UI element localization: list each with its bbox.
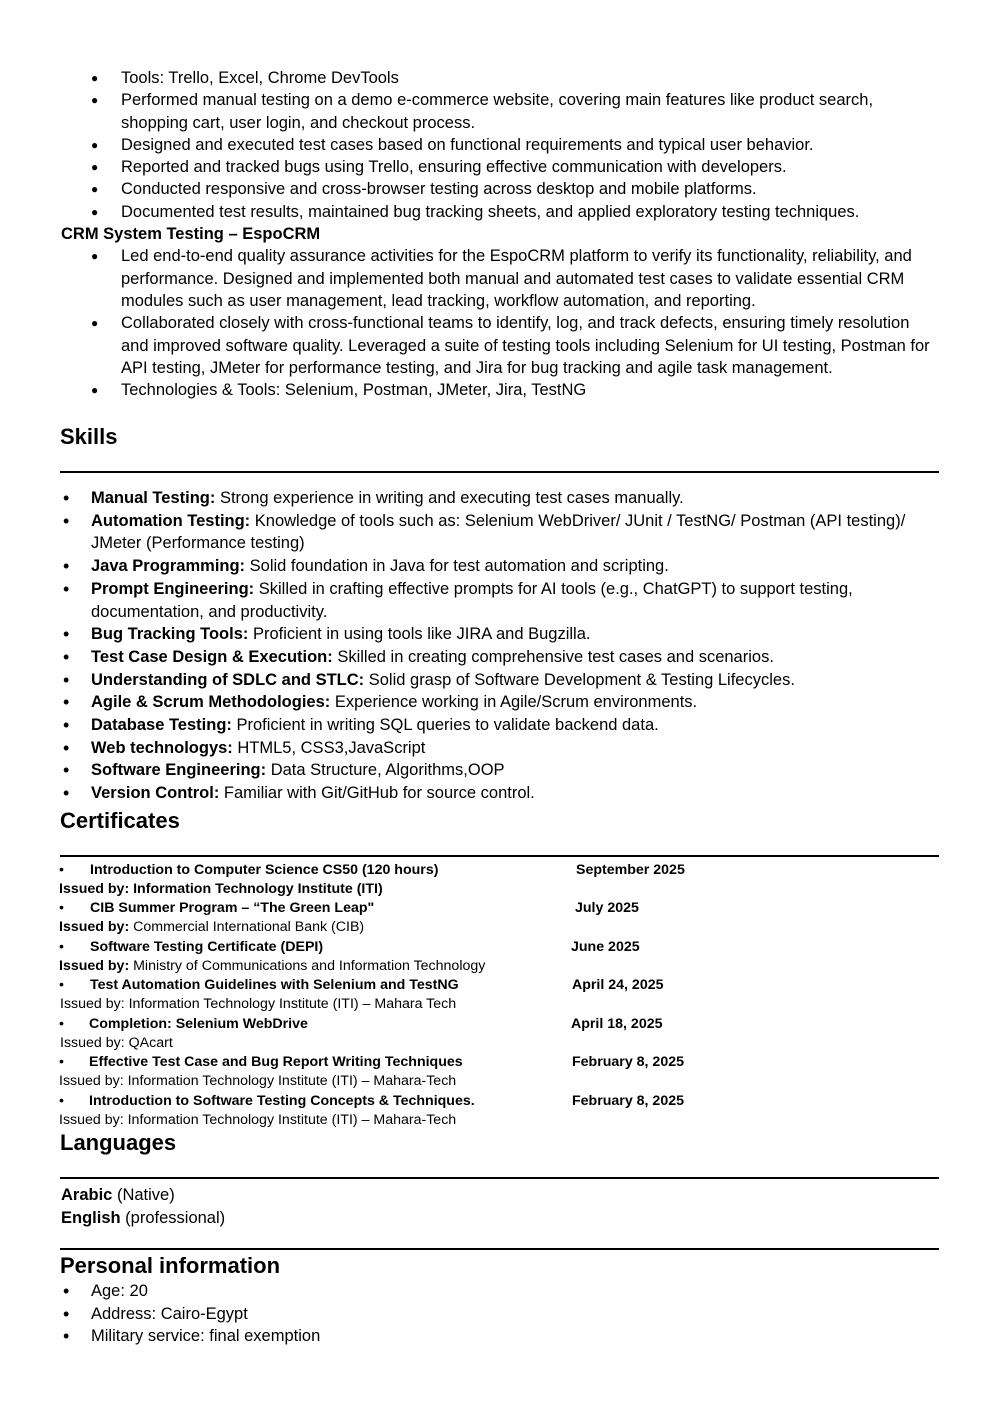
certificates-heading: Certificates xyxy=(60,808,180,833)
project-bullet: ● Designed and executed test cases based on functional requirements and typical user behavior. xyxy=(121,134,941,156)
bullet-icon: • xyxy=(59,900,64,916)
issuer-name: Commercial International Bank (CIB) xyxy=(129,919,365,935)
skill-text: Skilled in creating comprehensive test cases and scenarios. xyxy=(332,647,774,666)
skill-label: Automation Testing: xyxy=(91,511,251,530)
bullet-icon: • xyxy=(59,1054,64,1070)
section-divider xyxy=(60,855,939,857)
issuer-name: Information Technology Institute (ITI) xyxy=(129,881,383,897)
certificate-date: April 18, 2025 xyxy=(571,1016,663,1032)
skill-item xyxy=(91,487,936,510)
skill-item xyxy=(91,691,936,714)
skill-text: Knowledge of tools such as: Selenium WebDriver/ JUnit / TestNG/ Postman (API testing)/ JMeter (Performance testing) xyxy=(91,511,906,553)
language-name: English xyxy=(61,1209,121,1227)
skill-label: Test Case Design & Execution: xyxy=(91,647,333,666)
skill-item xyxy=(91,737,936,760)
certificate-name: CIB Summer Program – “The Green Leap" xyxy=(90,900,375,916)
skills-list xyxy=(91,487,936,805)
project-bullet: ● Performed manual testing on a demo e-commerce website, covering main features like product search, shopping cart, user login, and checkout process. xyxy=(121,89,941,134)
section-divider xyxy=(60,471,939,473)
project-bullet: ● Collaborated closely with cross-functional teams to identify, log, and track defects, ensuring timely resolution and improved software quality. Leveraged a suite of testing tools including Selenium for UI testing, Postman for API testing, JMeter for performance testing, and Jira for bug tracking and agile task management. xyxy=(121,312,941,379)
crm-project-title: CRM System Testing – EspoCRM xyxy=(61,225,321,244)
certificate-date: June 2025 xyxy=(571,939,640,955)
certificate-issuer: Issued by: Information Technology Institute (ITI) – Mahara-Tech xyxy=(59,1112,457,1128)
certificate-date: April 24, 2025 xyxy=(572,977,664,993)
skill-item xyxy=(91,782,936,805)
skill-text: Solid foundation in Java for test automation and scripting. xyxy=(245,557,669,576)
certificate-issuer xyxy=(59,880,383,899)
certificate-issuer: Issued by: QAcart xyxy=(60,1035,173,1051)
personal-info-item: • Age: 20 xyxy=(91,1280,691,1303)
bullet-icon: • xyxy=(59,977,64,993)
skill-label: Version Control: xyxy=(91,784,220,803)
certificate-issuer: Issued by: Information Technology Institute (ITI) – Mahara-Tech xyxy=(59,1073,457,1089)
skill-text: Strong experience in writing and executing test cases manually. xyxy=(215,489,684,507)
skill-label: Database Testing: xyxy=(91,716,232,735)
skill-text: Proficient in using tools like JIRA and Bugzilla. xyxy=(248,625,591,644)
personal-info-item: • Address: Cairo-Egypt xyxy=(91,1303,691,1326)
skills-heading: Skills xyxy=(60,424,118,449)
personal-info-list xyxy=(91,1280,691,1348)
issuer-name: Ministry of Communications and Information Technology xyxy=(129,958,486,974)
personal-info-item: • Military service: final exemption xyxy=(91,1325,691,1348)
certificate-name: Completion: Selenium WebDrive xyxy=(89,1016,308,1032)
ecommerce-project-bullets xyxy=(61,67,941,401)
certificate-issuer xyxy=(59,918,364,937)
bullet-icon: • xyxy=(59,1093,64,1109)
skill-text: Familiar with Git/GitHub for source control. xyxy=(219,784,535,803)
project-bullet: ● Conducted responsive and cross-browser testing across desktop and mobile platforms. xyxy=(121,178,941,200)
skill-item xyxy=(91,669,936,692)
skill-item xyxy=(91,714,936,737)
personal-info-heading: Personal information xyxy=(60,1253,281,1278)
section-divider xyxy=(60,1177,939,1179)
section-divider xyxy=(60,1248,939,1250)
bullet-icon: • xyxy=(59,1016,64,1032)
issuer-label: Issued by: xyxy=(59,958,130,974)
skill-item xyxy=(91,510,936,555)
skill-text: Data Structure, Algorithms,OOP xyxy=(266,761,505,780)
certificate-name: Introduction to Software Testing Concepts & Techniques. xyxy=(89,1093,475,1109)
issuer-label: Issued by: xyxy=(59,881,130,897)
language-level: (Native) xyxy=(112,1186,175,1204)
skill-label: Java Programming: xyxy=(91,557,246,576)
skill-text: Experience working in Agile/Scrum environments. xyxy=(330,693,698,712)
skill-text: Proficient in writing SQL queries to validate backend data. xyxy=(231,716,659,735)
skill-item xyxy=(91,646,936,669)
skill-text: HTML5, CSS3,JavaScript xyxy=(232,738,426,757)
certificate-date: September 2025 xyxy=(576,862,685,878)
skill-item xyxy=(91,578,936,623)
certificate-date: July 2025 xyxy=(575,900,639,916)
certificate-date: February 8, 2025 xyxy=(572,1093,684,1109)
language-item xyxy=(61,1184,175,1207)
certificate-name: Software Testing Certificate (DEPI) xyxy=(90,939,324,955)
skill-item xyxy=(91,623,936,646)
certificate-issuer: Issued by: Information Technology Institute (ITI) – Mahara Tech xyxy=(60,996,457,1012)
skill-label: Agile & Scrum Methodologies: xyxy=(91,693,331,712)
language-item xyxy=(61,1207,225,1230)
language-level: (professional) xyxy=(120,1209,226,1227)
bullet-icon: • xyxy=(59,862,64,878)
skill-label: Understanding of SDLC and STLC: xyxy=(91,670,365,689)
skill-label: Bug Tracking Tools: xyxy=(91,625,249,644)
skill-item xyxy=(91,759,936,782)
skill-label: Software Engineering: xyxy=(91,761,267,780)
issuer-label: Issued by: xyxy=(59,919,130,935)
certificate-issuer xyxy=(59,957,485,976)
skill-label: Manual Testing: xyxy=(91,489,216,507)
project-bullet: ● Technologies & Tools: Selenium, Postman, JMeter, Jira, TestNG xyxy=(121,379,941,401)
language-name: Arabic xyxy=(61,1186,113,1204)
project-bullet: ● Led end-to-end quality assurance activities for the EspoCRM platform to verify its functionality, reliability, and performance. Designed and implemented both manual and automated test cases to validate essential CRM modules such as user management, lead tracking, workflow automation, and reporting. xyxy=(121,245,941,312)
project-bullet: ● Tools: Trello, Excel, Chrome DevTools xyxy=(121,67,941,89)
project-bullet: ● Documented test results, maintained bug tracking sheets, and applied exploratory testing techniques. xyxy=(121,201,941,223)
skill-label: Web technologys: xyxy=(91,738,233,757)
languages-heading: Languages xyxy=(60,1130,177,1155)
certificate-name: Introduction to Computer Science CS50 (120 hours) xyxy=(90,862,439,878)
skill-text: Skilled in crafting effective prompts for AI tools (e.g., ChatGPT) to support testing, documentation, and productivity. xyxy=(91,579,853,621)
skill-label: Prompt Engineering: xyxy=(91,579,255,598)
certificate-name: Effective Test Case and Bug Report Writing Techniques xyxy=(89,1054,463,1070)
skill-text: Solid grasp of Software Development & Testing Lifecycles. xyxy=(364,670,795,689)
skill-item xyxy=(91,555,936,578)
project-bullet: ● Reported and tracked bugs using Trello, ensuring effective communication with developers. xyxy=(121,156,941,178)
bullet-icon: • xyxy=(59,939,64,955)
certificate-name: Test Automation Guidelines with Selenium and TestNG xyxy=(90,977,459,993)
certificate-date: February 8, 2025 xyxy=(572,1054,684,1070)
